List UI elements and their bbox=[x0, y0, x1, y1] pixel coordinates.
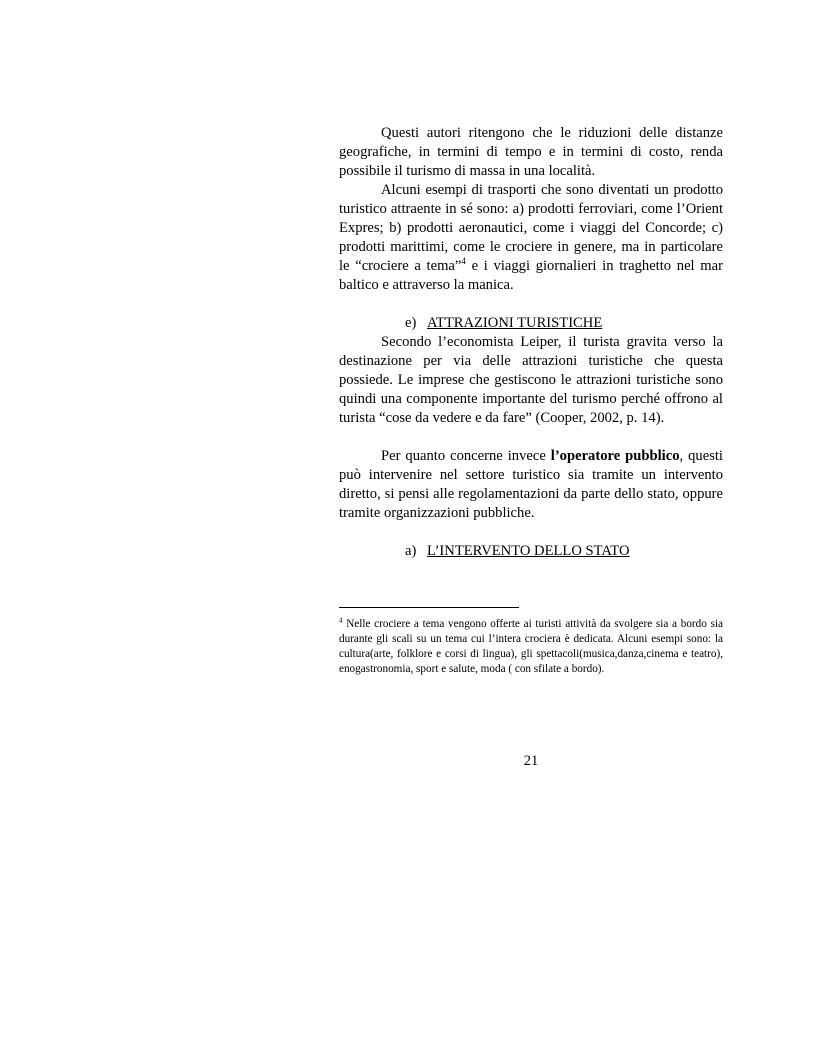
heading-letter: e) bbox=[405, 315, 417, 331]
section-heading-attractions bbox=[339, 314, 723, 333]
spacer bbox=[339, 428, 723, 447]
body-text bbox=[339, 124, 723, 561]
footnote-separator bbox=[339, 607, 519, 608]
paragraph-public-operator bbox=[339, 447, 723, 523]
footnote-reference[interactable]: 4 bbox=[461, 256, 466, 267]
footnote bbox=[339, 617, 723, 677]
page-number: 21 bbox=[523, 753, 539, 769]
paragraph-transport-examples bbox=[339, 181, 723, 295]
paragraph-public-text-end: , questi può intervenire nel settore turistico sia tramite un intervento diretto, si pensi alle regolamentazioni da parte dello stato, oppure tramite organizzazioni pubbliche. bbox=[339, 448, 723, 521]
paragraph-transport-text: Alcuni esempi di trasporti che sono diventati un prodotto turistico attraente in sé sono: a) prodotti ferroviari, come l’Orient Expres; b) prodotti aeronautici, come i viaggi del Concorde; c) prodotti marittimi, come le crociere in genere, ma in particolare le “crociere a tema” bbox=[339, 182, 723, 274]
spacer bbox=[339, 295, 723, 314]
section-heading-state bbox=[339, 542, 723, 561]
heading-title: L’INTERVENTO DELLO STATO bbox=[427, 543, 630, 559]
paragraph-leiper: Secondo l’economista Leiper, il turista gravita verso la destinazione per via delle attrazioni turistiche che questa possiede. Le imprese che gestiscono le attrazioni turistiche sono quindi una componente importante del turismo perché offrono al turista “cose da vedere e da fare” (Cooper, 2002, p. 14). bbox=[339, 334, 723, 426]
bold-term: l’operatore pubblico bbox=[550, 448, 680, 464]
paragraph-transport-text-end: e i viaggi giornalieri in traghetto nel mar baltico e attraverso la manica. bbox=[339, 258, 723, 293]
footnote-number: 4 bbox=[339, 616, 343, 625]
paragraph-distances: Questi autori ritengono che le riduzioni delle distanze geografiche, in termini di tempo e in termini di costo, renda possibile il turismo di massa in una località. bbox=[339, 125, 723, 179]
footnote-text: Nelle crociere a tema vengono offerte ai turisti attività da svolgere sia a bordo sia durante gli scali su un tema cui l’intera crociera è dedicata. Alcuni esempi sono: la cultura(arte, folklore e corsi di lingua), gli spettacoli(musica,danza,cinema e teatro), enogastronomia, sport e salute, moda ( con sfilate a bordo). bbox=[339, 618, 723, 675]
heading-letter: a) bbox=[405, 543, 417, 559]
heading-title: ATTRAZIONI TURISTICHE bbox=[427, 315, 603, 331]
paragraph-public-text: Per quanto concerne invece bbox=[381, 448, 551, 464]
spacer bbox=[339, 523, 723, 542]
